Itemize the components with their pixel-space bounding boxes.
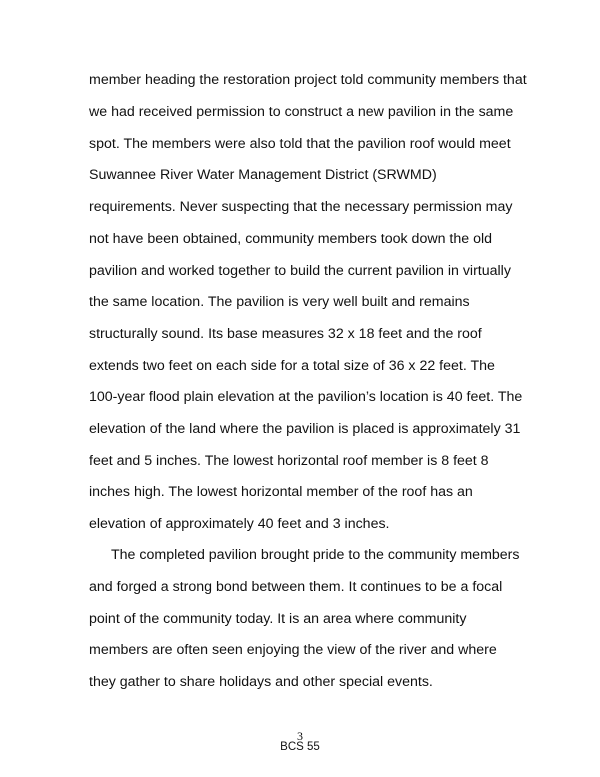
body-line: inches high. The lowest horizontal member of the roof has an [89,484,473,500]
body-line: elevation of the land where the pavilion is placed is approximately 31 [89,421,521,437]
body-line: Suwannee River Water Management District (SRWMD) [89,167,437,183]
body-line: pavilion and worked together to build the current pavilion in virtually [89,263,511,279]
paragraph-first-line: The completed pavilion brought pride to the community members [111,547,520,563]
body-line: members are often seen enjoying the view of the river and where [89,642,497,658]
body-line: point of the community today. It is an area where community [89,611,467,627]
body-line: structurally sound. Its base measures 32 x 18 feet and the roof [89,326,482,342]
body-line: we had received permission to construct a new pavilion in the same [89,104,514,120]
body-line: member heading the restoration project told community members that [89,72,527,88]
body-line: elevation of approximately 40 feet and 3 inches. [89,516,390,532]
page-number: 3 [297,729,303,743]
body-line: feet and 5 inches. The lowest horizontal roof member is 8 feet 8 [89,453,489,469]
body-line: extends two feet on each side for a total size of 36 x 22 feet. The [89,358,495,374]
body-line: spot. The members were also told that the pavilion roof would meet [89,136,511,152]
body-line: and forged a strong bond between them. It continues to be a focal [89,579,503,595]
body-line: requirements. Never suspecting that the necessary permission may [89,199,513,215]
body-line: 100-year flood plain elevation at the pavilion’s location is 40 feet. The [89,389,523,405]
body-line: they gather to share holidays and other special events. [89,674,433,690]
body-line: not have been obtained, community members took down the old [89,231,493,247]
body-line: the same location. The pavilion is very well built and remains [89,294,470,310]
document-id: BCS 55 [280,741,320,753]
